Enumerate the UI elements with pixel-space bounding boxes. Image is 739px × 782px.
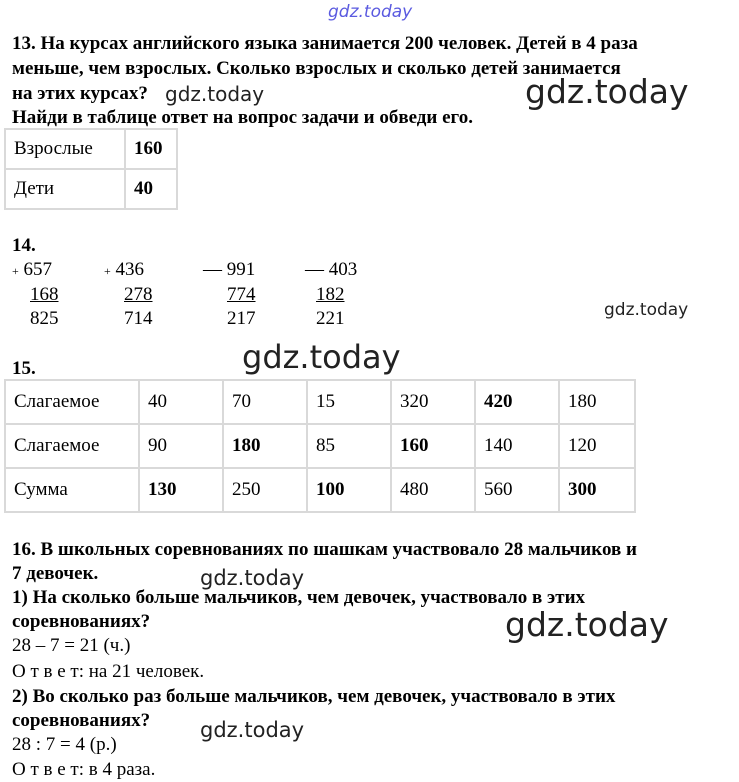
task16-calc1: 28 – 7 = 21 (ч.) (12, 635, 131, 656)
result: 825 (30, 308, 59, 329)
table-row (5, 169, 177, 209)
table-cell: 15 (307, 380, 391, 424)
table-cell-value: 40 (125, 169, 177, 209)
watermark-6: gdz.today (505, 605, 669, 644)
column-4-top (305, 259, 357, 281)
table-cell: 180 (223, 424, 307, 468)
result: 217 (227, 308, 256, 329)
table-cell-label: Сумма (5, 468, 139, 512)
table-cell: 250 (223, 468, 307, 512)
operand-top: 436 (115, 259, 145, 280)
table-cell: 180 (559, 380, 635, 424)
task15-table (4, 379, 636, 513)
operand-top: 403 (328, 259, 358, 280)
plus-sign: + (104, 264, 111, 278)
table-cell-label: Взрослые (5, 129, 125, 169)
watermark-5: gdz.today (200, 566, 305, 590)
table-row (5, 468, 635, 512)
operand-top: 991 (226, 259, 256, 280)
task13-table (4, 128, 178, 210)
table-cell-label: Слагаемое (5, 424, 139, 468)
table-cell: 100 (307, 468, 391, 512)
task15-title: 15. (12, 358, 36, 379)
plus-sign: + (12, 264, 19, 278)
task13-line3: на этих курсах? (12, 83, 148, 104)
column-2-top (104, 259, 144, 281)
table-cell: 70 (223, 380, 307, 424)
watermark-top: gdz.today (328, 2, 413, 22)
table-cell: 560 (475, 468, 559, 512)
table-cell: 160 (391, 424, 475, 468)
minus-sign: — (305, 259, 324, 280)
result: 714 (124, 308, 153, 329)
task16-line2: 7 девочек. (12, 563, 99, 584)
watermark-2: gdz.today (525, 72, 689, 111)
table-row (5, 129, 177, 169)
table-cell: 300 (559, 468, 635, 512)
task16-q1a: 1) На сколько больше мальчиков, чем девочек, участвовало в этих (12, 587, 586, 608)
operand-bottom: 168 (30, 284, 59, 305)
task16-q1b: соревнованиях? (12, 611, 151, 632)
table-cell: 90 (139, 424, 223, 468)
task16-q2b: соревнованиях? (12, 710, 151, 731)
table-cell: 140 (475, 424, 559, 468)
operand-bottom: 182 (316, 284, 345, 305)
watermark-3: gdz.today (604, 300, 689, 320)
table-cell: 40 (139, 380, 223, 424)
task16-answer1: О т в е т: на 21 человек. (12, 661, 205, 682)
operand-bottom: 774 (227, 284, 256, 305)
table-cell-value: 160 (125, 129, 177, 169)
watermark-1: gdz.today (165, 82, 265, 106)
result: 221 (316, 308, 345, 329)
operand-bottom: 278 (124, 284, 153, 305)
column-3-top (203, 259, 255, 281)
task13-line2: меньше, чем взрослых. Сколько взрослых и сколько детей занимается (12, 58, 621, 79)
task13-instruction: Найди в таблице ответ на вопрос задачи и обведи его. (12, 107, 473, 128)
table-cell-label: Слагаемое (5, 380, 139, 424)
column-1-top (12, 259, 52, 281)
minus-sign: — (203, 259, 222, 280)
task16-answer2: О т в е т: в 4 раза. (12, 759, 156, 780)
operand-top: 657 (23, 259, 53, 280)
task16-q2a: 2) Во сколько раз больше мальчиков, чем девочек, участвовало в этих (12, 686, 616, 707)
task14-title: 14. (12, 235, 36, 256)
table-cell: 85 (307, 424, 391, 468)
task13-line1: 13. На курсах английского языка занимается 200 человек. Детей в 4 раза (12, 33, 638, 54)
watermark-4: gdz.today (242, 338, 401, 376)
table-row (5, 380, 635, 424)
table-cell-label: Дети (5, 169, 125, 209)
table-cell: 320 (391, 380, 475, 424)
table-cell: 130 (139, 468, 223, 512)
table-cell: 480 (391, 468, 475, 512)
task16-line1: 16. В школьных соревнованиях по шашкам участвовало 28 мальчиков и (12, 539, 637, 560)
table-cell: 120 (559, 424, 635, 468)
watermark-7: gdz.today (200, 718, 305, 742)
table-cell: 420 (475, 380, 559, 424)
table-row (5, 424, 635, 468)
task16-calc2: 28 : 7 = 4 (р.) (12, 734, 117, 755)
